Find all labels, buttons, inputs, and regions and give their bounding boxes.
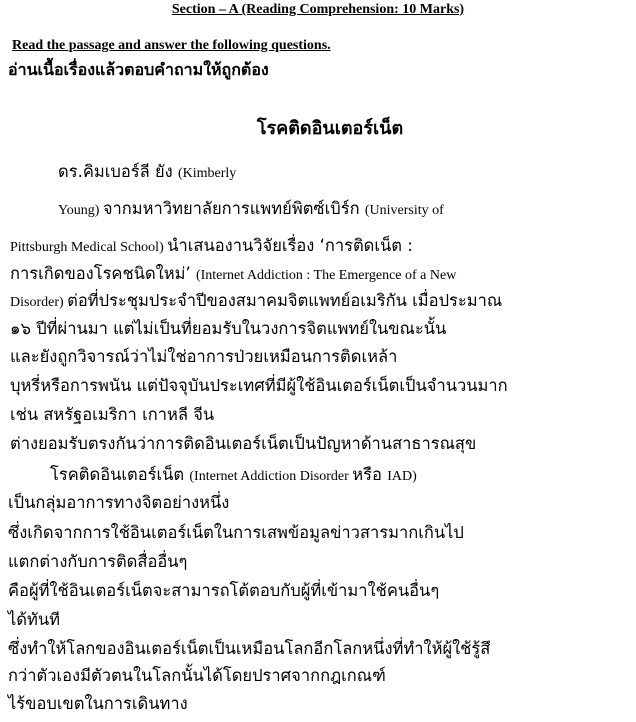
line-thai: เป็นกลุ่มอาการทางจิตอย่างหนึ่ง xyxy=(8,493,230,512)
passage-title xyxy=(0,113,636,142)
passage-line xyxy=(50,463,417,489)
line-thai: คือผู้ที่ใช้อินเตอร์เน็ตจะสามารถโต้ตอบกับผู้ที่เข้ามาใช้คนอื่นๆ xyxy=(8,581,440,600)
passage-line xyxy=(58,160,236,186)
passage-line xyxy=(10,345,397,369)
passage-line xyxy=(10,432,476,456)
passage-line xyxy=(8,550,187,574)
line-english: (Internet Addiction : The Emergence of a New xyxy=(195,268,457,283)
line-english: (Internet Addiction Disorder xyxy=(189,469,353,484)
line-english: (University of xyxy=(364,203,444,218)
line-thai: เช่น สหรัฐอเมริกา เกาหลี จีน xyxy=(10,405,215,424)
line-thai: ซึ่งทำให้โลกของอินเตอร์เน็ตเป็นเหมือนโลกอีกโลกหนึ่งที่ทำให้ผู้ใช้รู้สึ xyxy=(8,639,491,658)
instruction-thai: อ่านเนื้อเรื่องแล้วตอบคำถามให้ถูกต้อง xyxy=(8,60,269,79)
passage-line xyxy=(58,197,444,223)
line-thai: จากมหาวิทยาลัยการแพทย์พิตซ์เบิร์ก xyxy=(102,199,365,218)
line-english: Young) xyxy=(58,203,103,218)
passage-line xyxy=(8,637,490,661)
passage-line xyxy=(10,403,214,427)
line-thai: ซึ่งเกิดจากการใช้อินเตอร์เน็ตในการเสพข้อมูลข่าวสารมากเกินไป xyxy=(8,523,464,542)
line-thai: ๑๖ ปีที่ผ่านมา แต่ไม่เป็นที่ยอมรับในวงการจิตแพทย์ในขณะนั้น xyxy=(10,319,447,338)
line-thai: การเกิดของโรคชนิดใหม่’ xyxy=(10,264,196,283)
passage-line xyxy=(10,234,413,260)
passage-line xyxy=(8,608,60,632)
line-thai: โรคติดอินเตอร์เน็ต xyxy=(50,465,190,484)
passage-line xyxy=(8,664,386,688)
line-thai: กว่าตัวเองมีตัวตนในโลกนั้นได้โดยปราศจากกฎเกณฑ์ xyxy=(8,666,386,685)
passage-line xyxy=(10,374,508,398)
passage-title-text: โรคติดอินเตอร์เน็ต xyxy=(256,118,404,139)
line-thai: และยังถูกวิจารณ์ว่าไม่ใช่อาการป่วยเหมือนการติดเหล้า xyxy=(10,347,398,366)
line-thai: บุหรี่หรือการพนัน แต่ปัจจุบันประเทศที่มีผู้ใช้อินเตอร์เน็ตเป็นจำนวนมาก xyxy=(10,376,508,395)
line-thai: ต่างยอมรับตรงกันว่าการติดอินเตอร์เน็ตเป็นปัญหาด้านสาธารณสุข xyxy=(10,434,477,453)
line-thai: หรือ xyxy=(352,465,388,484)
line-thai: ต่อที่ประชุมประจำปีของสมาคมจิตแพทย์อเมริกัน เมื่อประมาณ xyxy=(67,291,503,310)
passage-line xyxy=(8,579,439,603)
line-thai: ดร.คิมเบอร์ลี ยัง xyxy=(58,162,178,181)
line-thai: ได้ทันที xyxy=(8,610,61,629)
line-thai: แตกต่างกับการติดสื่ออื่นๆ xyxy=(8,552,188,571)
line-english: Disorder) xyxy=(10,295,68,310)
line-thai: ไร้ขอบเขตในการเดินทาง xyxy=(8,694,188,713)
passage-line xyxy=(10,317,446,341)
line-english: IAD) xyxy=(387,469,417,484)
passage-line xyxy=(8,491,229,515)
passage-line xyxy=(10,289,502,315)
line-english: (Kimberly xyxy=(177,166,237,181)
passage-line xyxy=(10,262,456,288)
line-thai: นำเสนองานวิจัยเรื่อง ‘การติดเน็ต : xyxy=(167,236,413,255)
section-title: Section – A (Reading Comprehension: 10 Marks) xyxy=(171,2,465,17)
passage-line xyxy=(8,521,464,545)
passage-line xyxy=(8,692,188,716)
line-english: Pittsburgh Medical School) xyxy=(10,240,168,255)
instruction-english: Read the passage and answer the following questions. xyxy=(12,38,331,53)
